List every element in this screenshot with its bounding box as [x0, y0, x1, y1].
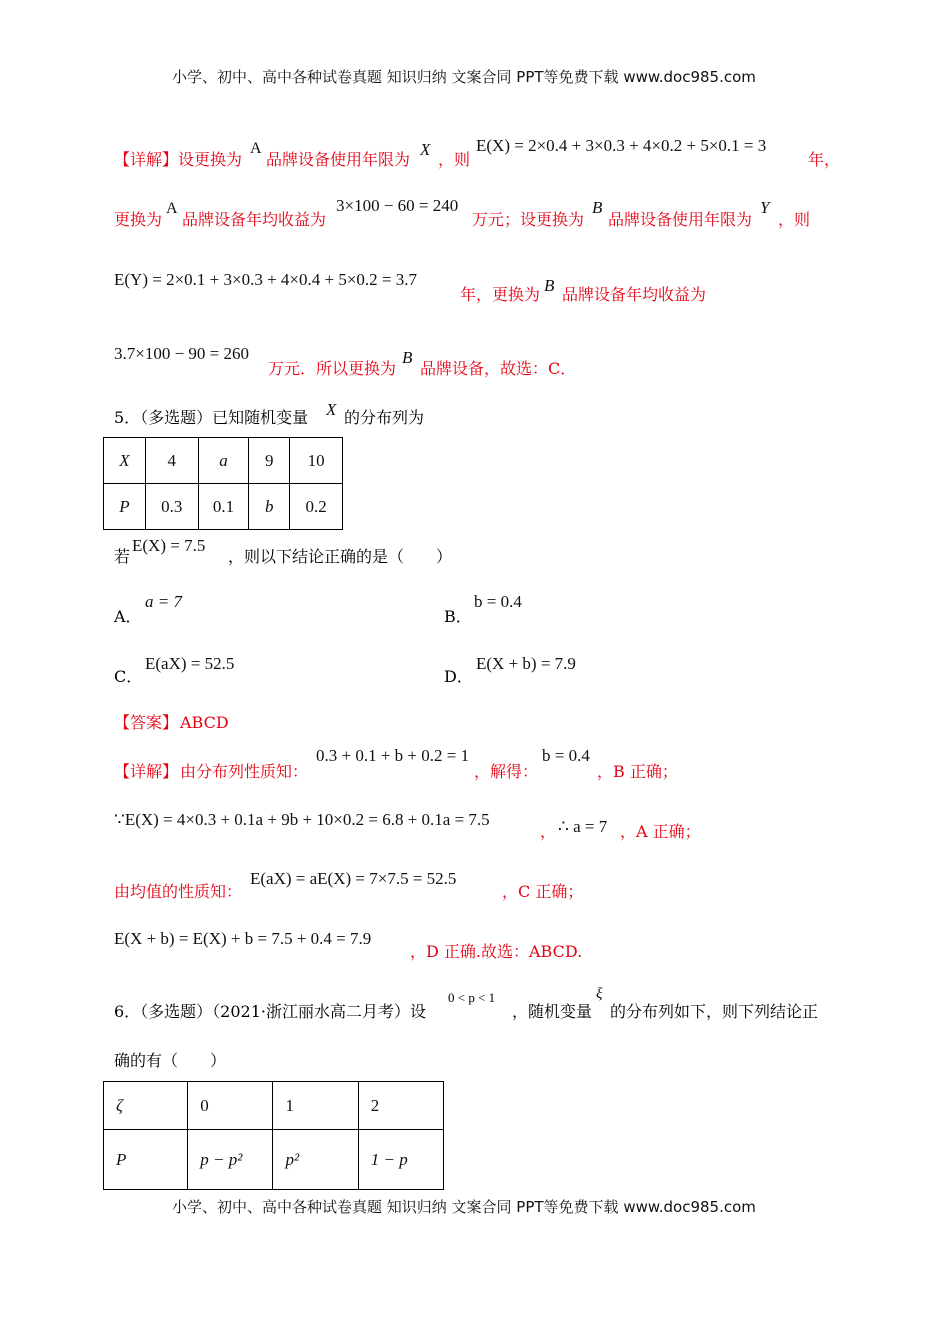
table-cell: 0 — [188, 1082, 273, 1130]
table-row — [104, 1082, 444, 1130]
table-cell: p² — [273, 1130, 358, 1190]
table-cell: 4 — [145, 438, 198, 484]
table-cell: 2 — [358, 1082, 443, 1130]
text: 品牌设备年均收益为 — [182, 210, 327, 229]
math-var: X — [420, 140, 431, 159]
text: 万元；设更换为 — [472, 210, 585, 229]
option-label: B． — [444, 607, 472, 626]
option-math: a = 7 — [145, 592, 182, 611]
math-var: A — [166, 200, 178, 217]
table-cell: P — [104, 484, 146, 530]
text: ，则 — [778, 210, 811, 229]
page-header: 小学、初中、高中各种试卷真题 知识归纳 文案合同 PPT等免费下载 www.doc985.com — [172, 68, 756, 86]
table-cell: 0.3 — [145, 484, 198, 530]
detail-tag: 【详解】 — [114, 150, 179, 169]
answer-value: ABCD — [180, 713, 229, 732]
text: ，B 正确； — [597, 762, 678, 781]
math-expression: E(X) = 2×0.4 + 3×0.3 + 4×0.2 + 5×0.1 = 3 — [476, 136, 767, 155]
table-cell: b — [249, 484, 290, 530]
math-expression: 3.7×100 − 90 = 260 — [114, 344, 250, 363]
table-row — [104, 484, 343, 530]
math-var: X — [326, 400, 337, 419]
math-var: B — [544, 276, 555, 295]
distribution-table — [103, 1081, 444, 1190]
math-var: ξ — [596, 986, 603, 1002]
table-cell: 0.1 — [198, 484, 249, 530]
math-expression: ∵E(X) = 4×0.3 + 0.1a + 9b + 10×0.2 = 6.8 + 0.1a = 7.5 — [114, 810, 490, 829]
table-cell: p − p² — [188, 1130, 273, 1190]
table-cell: P — [104, 1130, 188, 1190]
question-stem: 的分布列如下，则下列结论正 — [610, 1002, 819, 1021]
math-var: B — [402, 348, 413, 367]
math-expression: E(X) = 7.5 — [132, 536, 206, 555]
text: ，则以下结论正确的是（ ） — [228, 547, 453, 566]
table-row — [104, 438, 343, 484]
text: 品牌设备年均收益为 — [562, 285, 707, 304]
math-expression: E(aX) = aE(X) = 7×7.5 = 52.5 — [250, 869, 457, 888]
question-stem: 的分布列为 — [344, 408, 425, 427]
question-stem: 5．（多选题）已知随机变量 — [114, 408, 309, 427]
table-cell: 0.2 — [290, 484, 343, 530]
option-math: E(aX) = 52.5 — [145, 654, 235, 673]
math-var: B — [592, 198, 603, 217]
table-cell: 1 − p — [358, 1130, 443, 1190]
question-stem: 6．（多选题）（2021·浙江丽水高二月考）设 — [114, 1002, 426, 1021]
option-math: E(X + b) = 7.9 — [476, 654, 576, 673]
text: 由均值的性质知： — [114, 882, 243, 901]
table-row — [104, 1130, 444, 1190]
text: 品牌设备使用年限为 — [266, 150, 411, 169]
math-var: Y — [760, 198, 770, 217]
math-expression: E(Y) = 2×0.1 + 3×0.3 + 4×0.4 + 5×0.2 = 3.7 — [114, 270, 418, 289]
option-label: C． — [114, 667, 143, 686]
table-cell: X — [104, 438, 146, 484]
math-expression: E(X + b) = E(X) + b = 7.5 + 0.4 = 7.9 — [114, 929, 372, 948]
text: ，则 — [438, 150, 471, 169]
math-expression: 0.3 + 0.1 + b + 0.2 = 1 — [316, 746, 470, 765]
page-footer: 小学、初中、高中各种试卷真题 知识归纳 文案合同 PPT等免费下载 www.doc985.com — [172, 1198, 756, 1216]
text: 万元．所以更换为 — [268, 359, 397, 378]
text: ，A 正确； — [620, 822, 701, 841]
question-stem: ，随机变量 — [512, 1002, 593, 1021]
text: ， — [540, 822, 557, 841]
math-var: A — [250, 140, 262, 157]
text: 若 — [114, 547, 131, 566]
option-label: D． — [444, 667, 473, 686]
math-expression: 3×100 − 60 = 240 — [336, 196, 459, 215]
option-math: b = 0.4 — [474, 592, 522, 611]
text: ，D 正确.故选：ABCD. — [410, 942, 583, 961]
question-stem: 确的有（ ） — [114, 1051, 227, 1070]
distribution-table — [103, 437, 343, 530]
table-cell: 1 — [273, 1082, 358, 1130]
table-cell: ζ — [104, 1082, 188, 1130]
answer-tag: 【答案】 — [114, 713, 179, 732]
table-cell: 10 — [290, 438, 343, 484]
text: 由分布列性质知： — [180, 762, 309, 781]
table-cell: 9 — [249, 438, 290, 484]
math-expression: ∴ a = 7 — [558, 817, 608, 836]
text: 品牌设备，故选：C． — [420, 359, 577, 378]
text: 更换为 — [114, 210, 163, 229]
text: 年， — [808, 150, 841, 169]
option-label: A． — [114, 607, 142, 626]
text: 品牌设备使用年限为 — [608, 210, 753, 229]
math-expression: 0 < p < 1 — [448, 990, 496, 1005]
detail-tag: 【详解】 — [114, 762, 179, 781]
text: ，解得： — [474, 762, 539, 781]
text: ，C 正确； — [502, 882, 584, 901]
text: 年，更换为 — [460, 285, 541, 304]
table-cell: a — [198, 438, 249, 484]
text: 设更换为 — [178, 150, 243, 169]
math-expression: b = 0.4 — [542, 746, 590, 765]
